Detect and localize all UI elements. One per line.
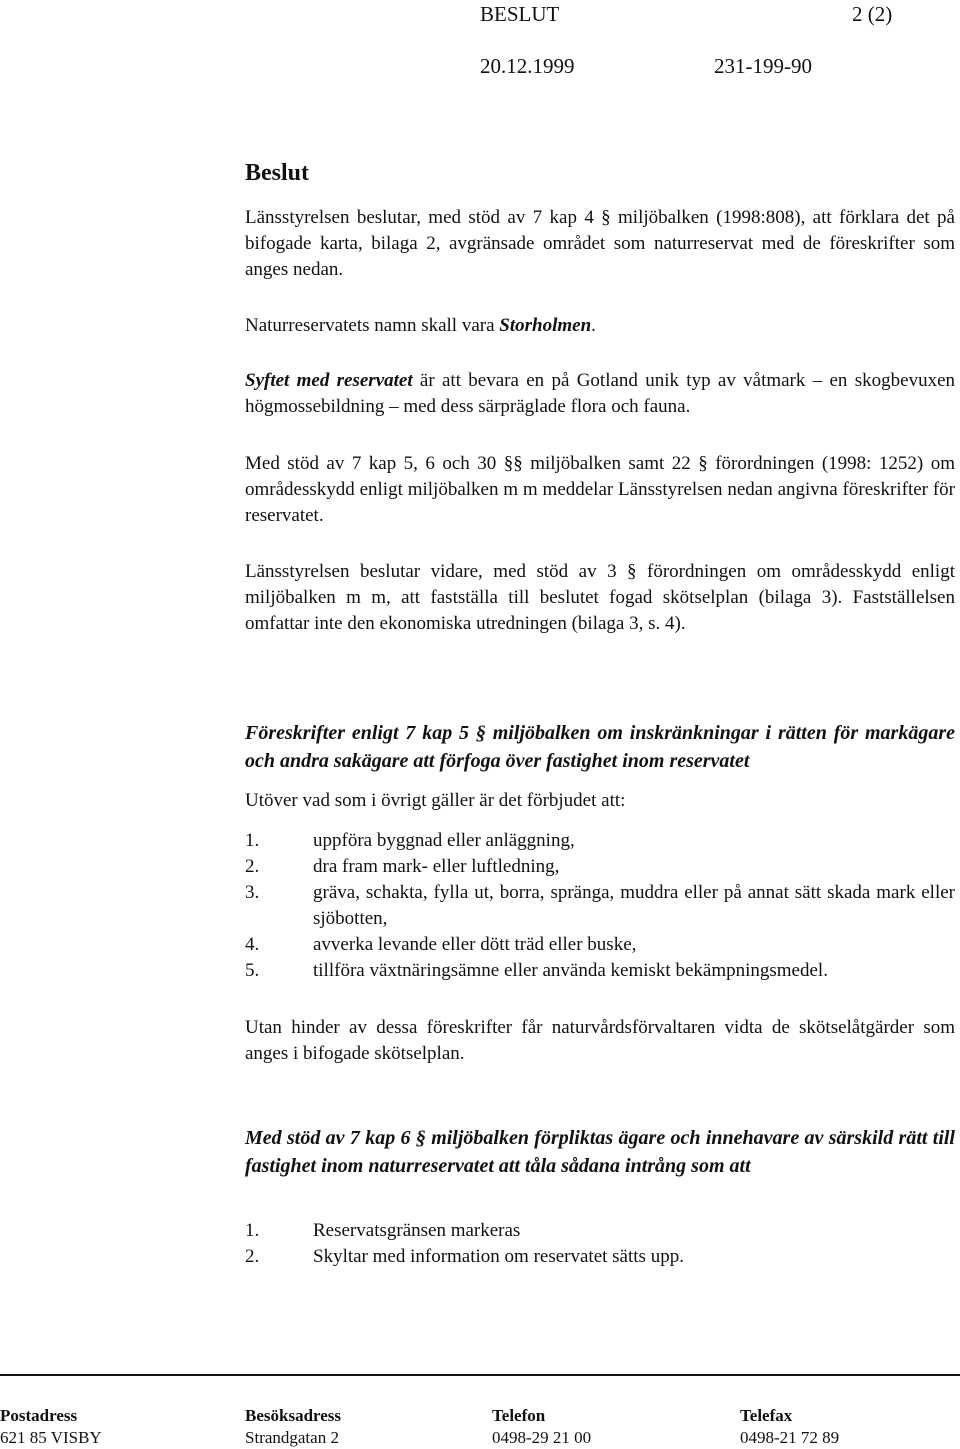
purpose-text: är att bevara en på Gotland unik typ av våtmark – en skogbevuxen högmossebildning – med dess särpräglade flora och fauna.: [245, 370, 955, 417]
document-type: BESLUT: [480, 2, 560, 26]
section-a-closing: Utan hinder av dessa föreskrifter får naturvårdsförvaltaren vidta de skötselåtgärder som anges i bifogade skötselplan.: [245, 1017, 955, 1064]
list-item: [245, 880, 955, 932]
list-item-number: 3.: [245, 882, 260, 903]
paragraph-purpose: [245, 368, 955, 420]
reserve-name-prefix: Naturreservatets namn skall vara: [245, 315, 500, 336]
list-item-text: tillföra växtnäringsämne eller använda kemiskt bekämpningsmedel.: [313, 960, 828, 981]
footer-telefax: 0498-21 72 89: [740, 1428, 840, 1447]
list-item-text: gräva, schakta, fylla ut, borra, spränga, muddra eller på annat sätt skada mark eller sjöbotten,: [313, 882, 955, 929]
list-item: [245, 828, 955, 854]
list-item-number: 4.: [245, 934, 260, 955]
section-b-heading: Med stöd av 7 kap 6 § miljöbalken förpliktas ägare och innehavare av särskild rätt till fastighet inom naturreservatet att tåla sådana intrång som att: [245, 1127, 955, 1177]
section-title: Beslut: [245, 160, 310, 186]
list-item-number: 2.: [245, 1246, 260, 1267]
footer-besoksadress-label: Besöksadress: [245, 1406, 342, 1425]
list-item-text: dra fram mark- eller luftledning,: [313, 856, 560, 877]
section-a-list: [245, 828, 955, 984]
footer-postadress-label: Postadress: [0, 1406, 78, 1425]
list-item: [245, 854, 955, 880]
paragraph-management-plan: Länsstyrelsen beslutar vidare, med stöd av 3 § förordningen om områdesskydd enligt miljöbalken m m, att fastställa till beslutet fogad skötselplan (bilaga 3). Fastställelsen omfattar inte den ekonomiska utredningen (bilaga 3, s. 4).: [245, 561, 955, 634]
footer-postadress: 621 85 VISBY: [0, 1428, 102, 1447]
list-item-text: Skyltar med information om reservatet sätts upp.: [313, 1246, 684, 1267]
reserve-name: Storholmen: [499, 315, 592, 336]
list-item-number: 1.: [245, 830, 260, 851]
footer-telefon: 0498-29 21 00: [492, 1428, 592, 1447]
section-b-list: [245, 1218, 955, 1270]
footer-besoksadress: Strandgatan 2: [245, 1428, 339, 1447]
paragraph-reserve-name: [245, 313, 955, 339]
paragraph-regulations-basis: Med stöd av 7 kap 5, 6 och 30 §§ miljöbalken samt 22 § förordningen (1998: 1252) om områdesskydd enligt miljöbalken m m meddelar Länsstyrelsen nedan angivna föreskrifter för reservatet.: [245, 453, 955, 526]
list-item-number: 2.: [245, 856, 260, 877]
list-item-text: avverka levande eller dött träd eller buske,: [313, 934, 637, 955]
document-date: 20.12.1999: [480, 54, 575, 78]
list-item-text: uppföra byggnad eller anläggning,: [313, 830, 575, 851]
list-item: [245, 1218, 955, 1244]
section-a-intro: Utöver vad som i övrigt gäller är det förbjudet att:: [245, 790, 626, 811]
purpose-lead: Syftet med reservatet: [245, 370, 413, 391]
footer-telefax-label: Telefax: [740, 1406, 793, 1425]
case-number: 231-199-90: [714, 54, 812, 78]
list-item: [245, 932, 955, 958]
section-a-heading: Föreskrifter enligt 7 kap 5 § miljöbalken om inskränkningar i rätten för markägare och andra sakägare att förfoga över fastighet inom reservatet: [245, 722, 955, 772]
page-number: 2 (2): [852, 2, 893, 26]
footer-telefon-label: Telefon: [492, 1406, 546, 1425]
list-item: [245, 958, 955, 984]
list-item-number: 5.: [245, 960, 260, 981]
list-item: [245, 1244, 955, 1270]
footer-divider: [0, 1374, 960, 1376]
paragraph-decision: Länsstyrelsen beslutar, med stöd av 7 kap 4 § miljöbalken (1998:808), att förklara det på bifogade karta, bilaga 2, avgränsade området som naturreservat med de föreskrifter som anges nedan.: [245, 207, 955, 280]
list-item-number: 1.: [245, 1220, 260, 1241]
list-item-text: Reservatsgränsen markeras: [313, 1220, 521, 1241]
reserve-name-suffix: .: [591, 315, 596, 336]
